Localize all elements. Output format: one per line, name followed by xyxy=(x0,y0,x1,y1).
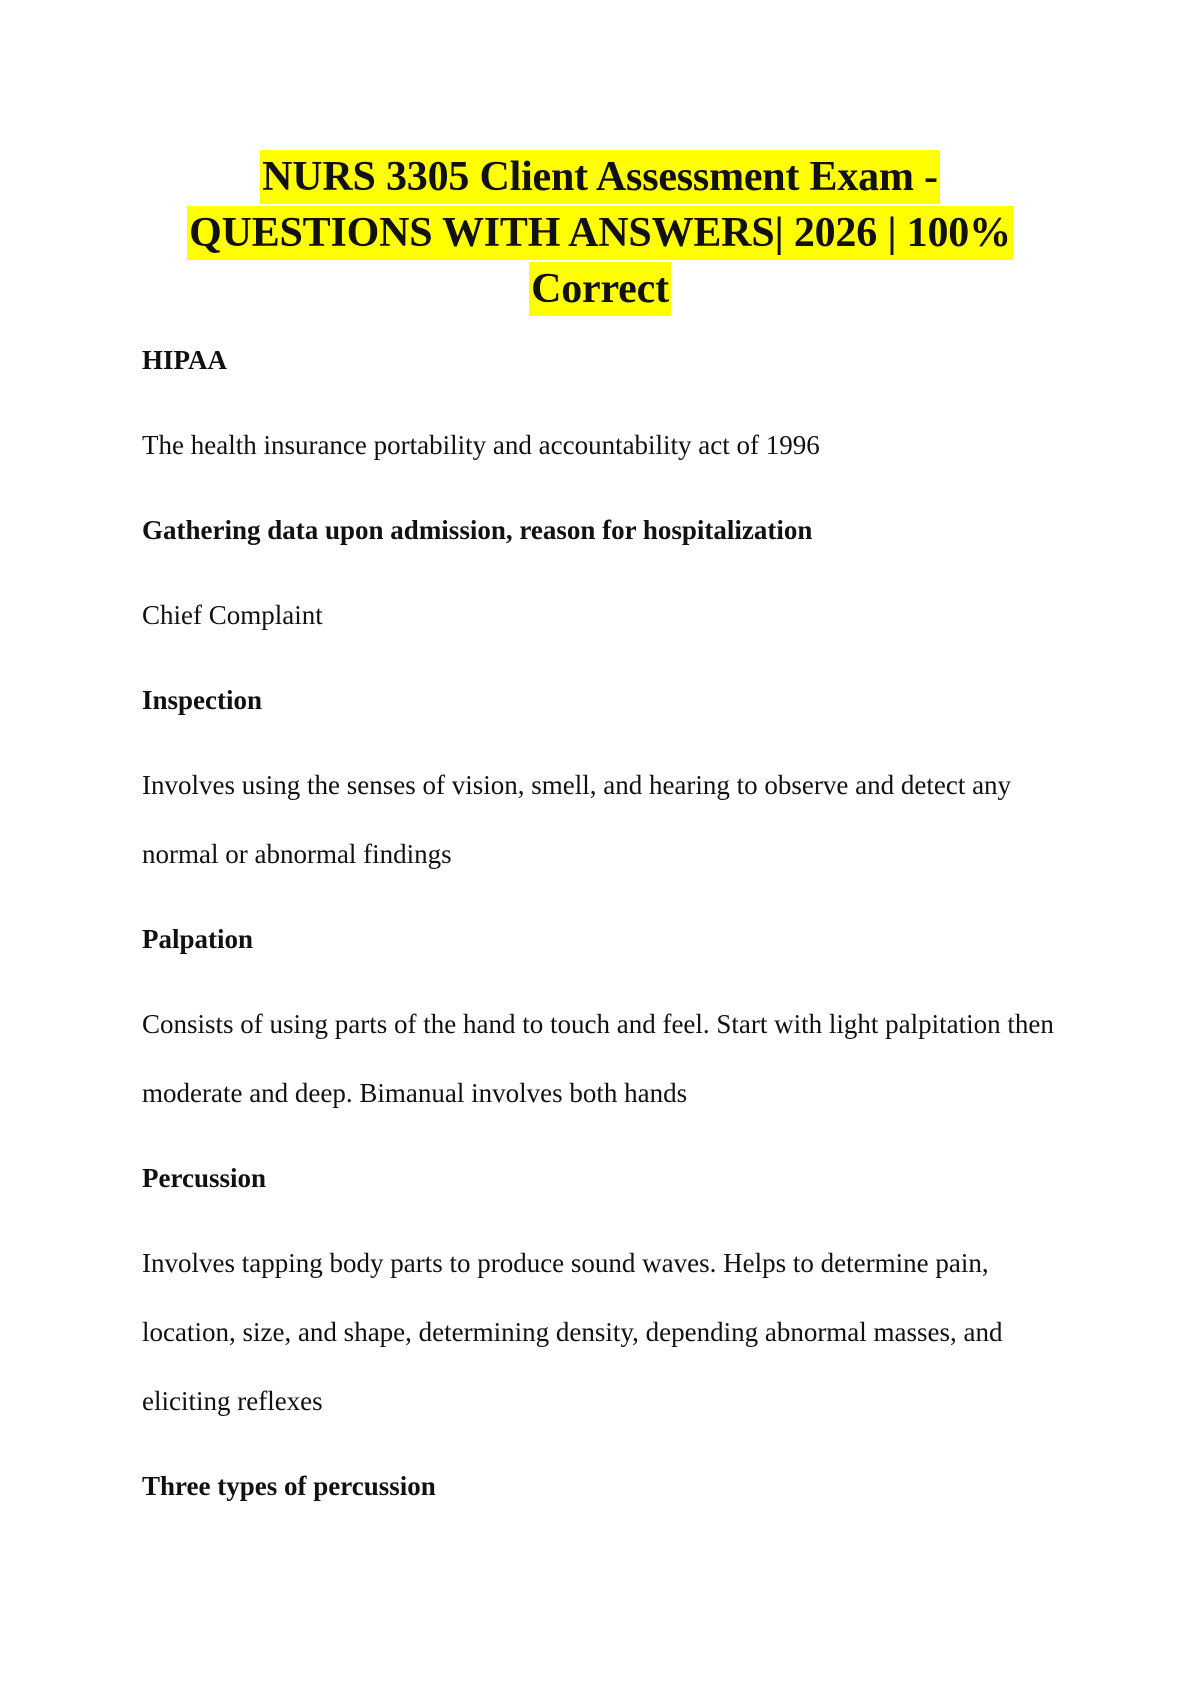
question-text: Gathering data upon admission, reason for hospitalization xyxy=(142,515,813,545)
answer-text: Involves tapping body parts to produce sound waves. Helps to determine pain, location, size, and shape, determining density, depending abnormal masses, and eliciting reflexes xyxy=(142,1248,1003,1416)
question-text: HIPAA xyxy=(142,345,227,375)
title-line-1-wrap xyxy=(100,150,1100,206)
qa-list xyxy=(142,340,1062,1506)
qa-item xyxy=(142,919,1062,1128)
qa-item xyxy=(142,1158,1062,1436)
title-line-2-wrap xyxy=(100,206,1100,262)
question-text: Percussion xyxy=(142,1163,267,1193)
title-line-3-wrap xyxy=(100,262,1100,318)
answer-text: Chief Complaint xyxy=(142,600,323,630)
question-text: Inspection xyxy=(142,685,263,715)
answer-text: The health insurance portability and accountability act of 1996 xyxy=(142,430,820,460)
question-text: Palpation xyxy=(142,924,254,954)
title-line: QUESTIONS WITH ANSWERS| 2026 | 100% xyxy=(187,206,1013,260)
answer-text: Consists of using parts of the hand to touch and feel. Start with light palpitation then moderate and deep. Bimanual involves both hands xyxy=(142,1009,1054,1108)
qa-item xyxy=(142,680,1062,889)
answer-text: Involves using the senses of vision, smell, and hearing to observe and detect any normal or abnormal findings xyxy=(142,770,1012,869)
qa-item xyxy=(142,340,1062,480)
qa-item xyxy=(142,510,1062,650)
qa-item xyxy=(142,1466,1062,1506)
question-text: Three types of percussion xyxy=(142,1471,436,1501)
qa-content xyxy=(142,340,1062,1552)
title-line: NURS 3305 Client Assessment Exam - xyxy=(260,150,940,204)
document-title xyxy=(100,150,1100,318)
title-line: Correct xyxy=(529,262,671,316)
